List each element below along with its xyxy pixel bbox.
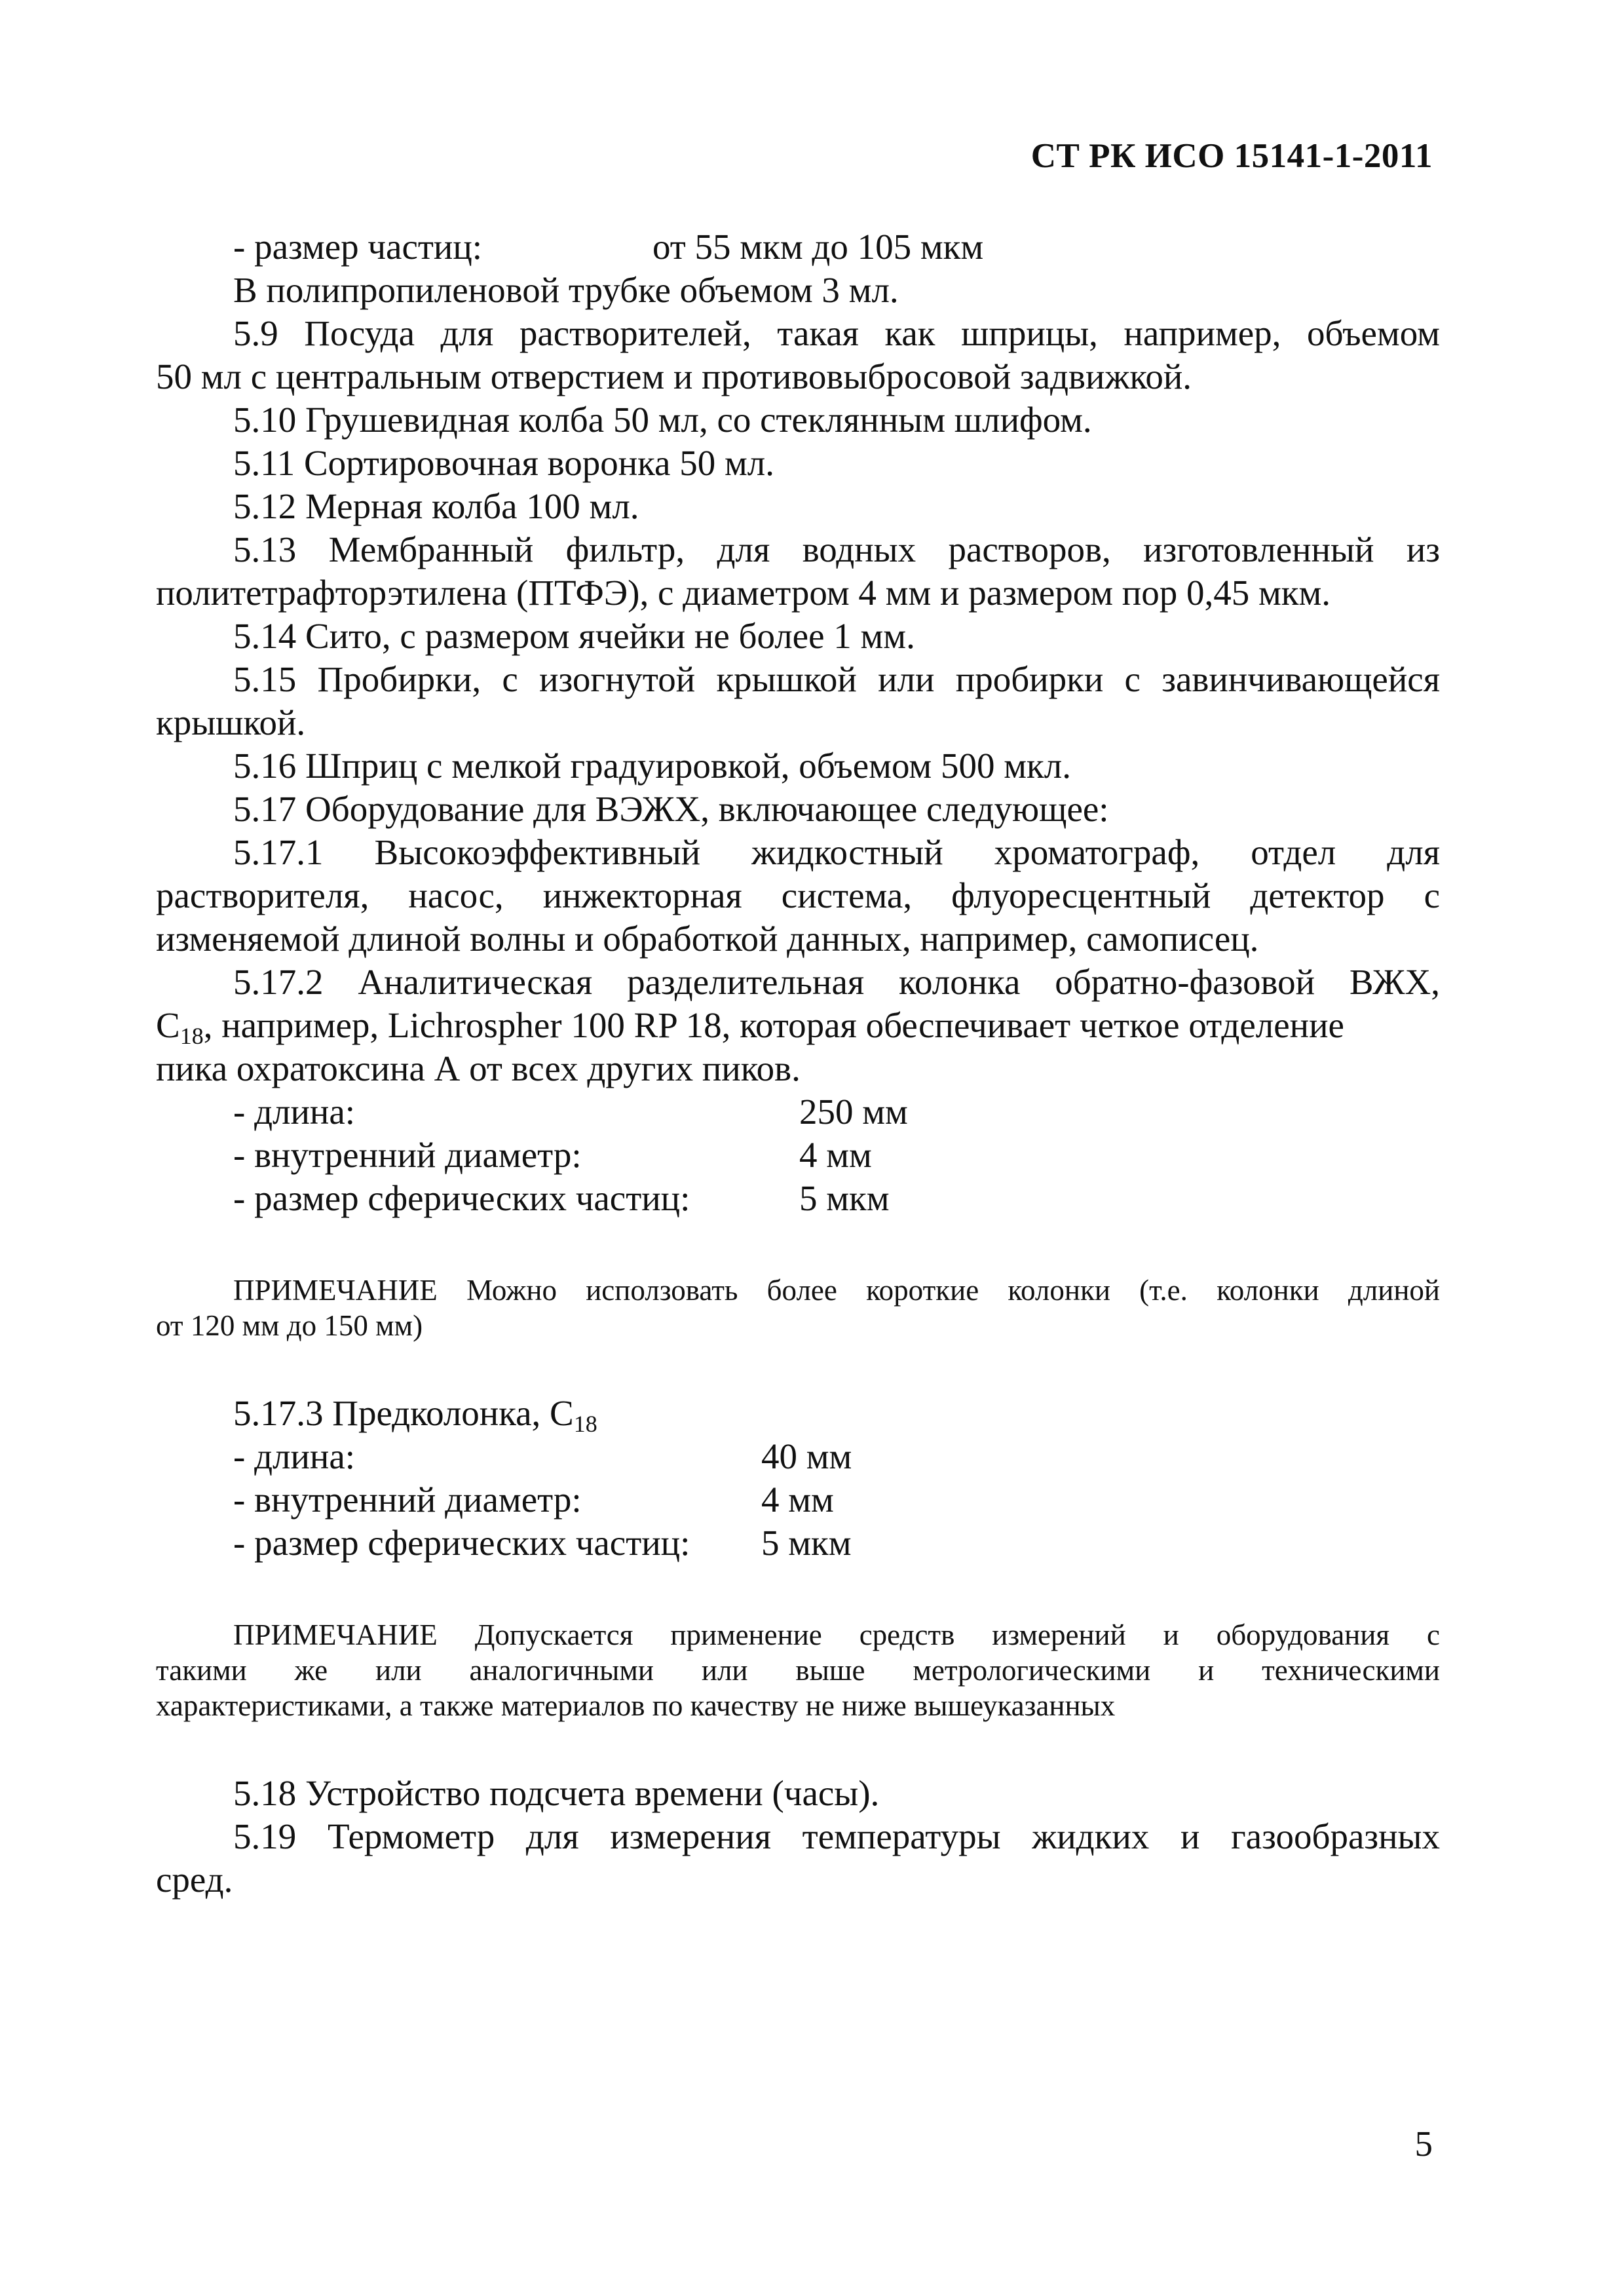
item-5-17-1-line1: 5.17.1 Высокоэффективный жидкостный хроматограф, отдел для (233, 832, 1440, 872)
column-spec-value: 5 мкм (799, 1178, 890, 1218)
precolumn-spec-key: - длина: (233, 1436, 356, 1476)
note1-line1: ПРИМЕЧАНИЕ Можно исползовать более короткие колонки (т.е. колонки длиной (233, 1274, 1440, 1307)
column-spec-value: 250 мм (799, 1092, 908, 1132)
precolumn-spec-value: 4 мм (761, 1480, 834, 1520)
item-5-11: 5.11 Сортировочная воронка 50 мл. (233, 443, 774, 483)
precolumn-spec-key: - размер сферических частиц: (233, 1523, 690, 1563)
item-5-17-1-line2: растворителя, насос, инжекторная система, флуоресцентный детектор с (156, 875, 1440, 915)
page-number: 5 (1414, 2124, 1433, 2164)
item-5-17-3-text: 5.17.3 Предколонка, С (233, 1393, 574, 1433)
column-spec-key: - длина: (233, 1092, 356, 1132)
item-5-15-line2: крышкой. (156, 702, 306, 742)
item-5-15-line1: 5.15 Пробирки, с изогнутой крышкой или пробирки с завинчивающейся (233, 659, 1440, 699)
c18-prefix: С (156, 1005, 180, 1045)
item-5-17-1-line3: изменяемой длиной волны и обработкой данных, например, самописец. (156, 919, 1259, 959)
item-5-14: 5.14 Сито, с размером ячейки не более 1 мм. (233, 616, 915, 656)
precolumn-spec-value: 5 мкм (761, 1523, 852, 1563)
column-spec-key: - внутренний диаметр: (233, 1135, 582, 1175)
note2-line1: ПРИМЕЧАНИЕ Допускается применение средств измерений и оборудования с (233, 1618, 1440, 1651)
item-5-10: 5.10 Грушевидная колба 50 мл, со стеклянным шлифом. (233, 400, 1092, 440)
item-5-13-line1: 5.13 Мембранный фильтр, для водных растворов, изготовленный из (233, 529, 1440, 569)
item-5-16: 5.16 Шприц с мелкой градуировкой, объемом 500 мкл. (233, 746, 1071, 786)
c18-subscript: 18 (573, 1411, 597, 1437)
item-5-17-3 (233, 1392, 1440, 1435)
particle-size-key: - размер частиц: (233, 227, 483, 267)
note1-line2: от 120 мм до 150 мм) (156, 1309, 423, 1342)
precolumn-spec-value: 40 мм (761, 1436, 852, 1476)
note2-line2: такими же или аналогичными или выше метрологическими и техническими (156, 1654, 1440, 1687)
precolumn-spec-key: - внутренний диаметр: (233, 1480, 582, 1520)
note2-line3: характеристиками, а также материалов по качеству не ниже вышеуказанных (156, 1689, 1116, 1722)
item-5-9-line2: 50 мл с центральным отверстием и противовыбросовой задвижкой. (156, 356, 1192, 396)
tube-line: В полипропиленовой трубке объемом 3 мл. (233, 270, 899, 310)
document-code-header: СТ РК ИСО 15141-1-2011 (1030, 137, 1433, 175)
item-5-12: 5.12 Мерная колба 100 мл. (233, 486, 639, 526)
particle-size-value: от 55 мкм до 105 мкм (652, 227, 984, 267)
item-5-18: 5.18 Устройство подсчета времени (часы). (233, 1773, 880, 1813)
item-5-17: 5.17 Оборудование для ВЭЖХ, включающее следующее: (233, 789, 1109, 829)
item-5-17-2-line2 (156, 1004, 1440, 1047)
column-spec-key: - размер сферических частиц: (233, 1178, 690, 1218)
column-spec-value: 4 мм (799, 1135, 872, 1175)
item-5-9-line1: 5.9 Посуда для растворителей, такая как шприцы, например, объемом (233, 313, 1440, 353)
item-5-17-2-line1: 5.17.2 Аналитическая разделительная колонка обратно-фазовой ВЖХ, (233, 962, 1440, 1002)
item-5-19-line1: 5.19 Термометр для измерения температуры жидких и газообразных (233, 1816, 1440, 1856)
item-5-19-line2: сред. (156, 1860, 233, 1900)
item-5-13-line2: политетрафторэтилена (ПТФЭ), с диаметром 4 мм и размером пор 0,45 мкм. (156, 573, 1331, 613)
item-5-17-2-line2-rest: , например, Lichrospher 100 RP 18, которая обеспечивает четкое отделение (203, 1005, 1344, 1045)
c18-subscript: 18 (179, 1023, 204, 1049)
item-5-17-2-line3: пика охратоксина А от всех других пиков. (156, 1048, 801, 1088)
